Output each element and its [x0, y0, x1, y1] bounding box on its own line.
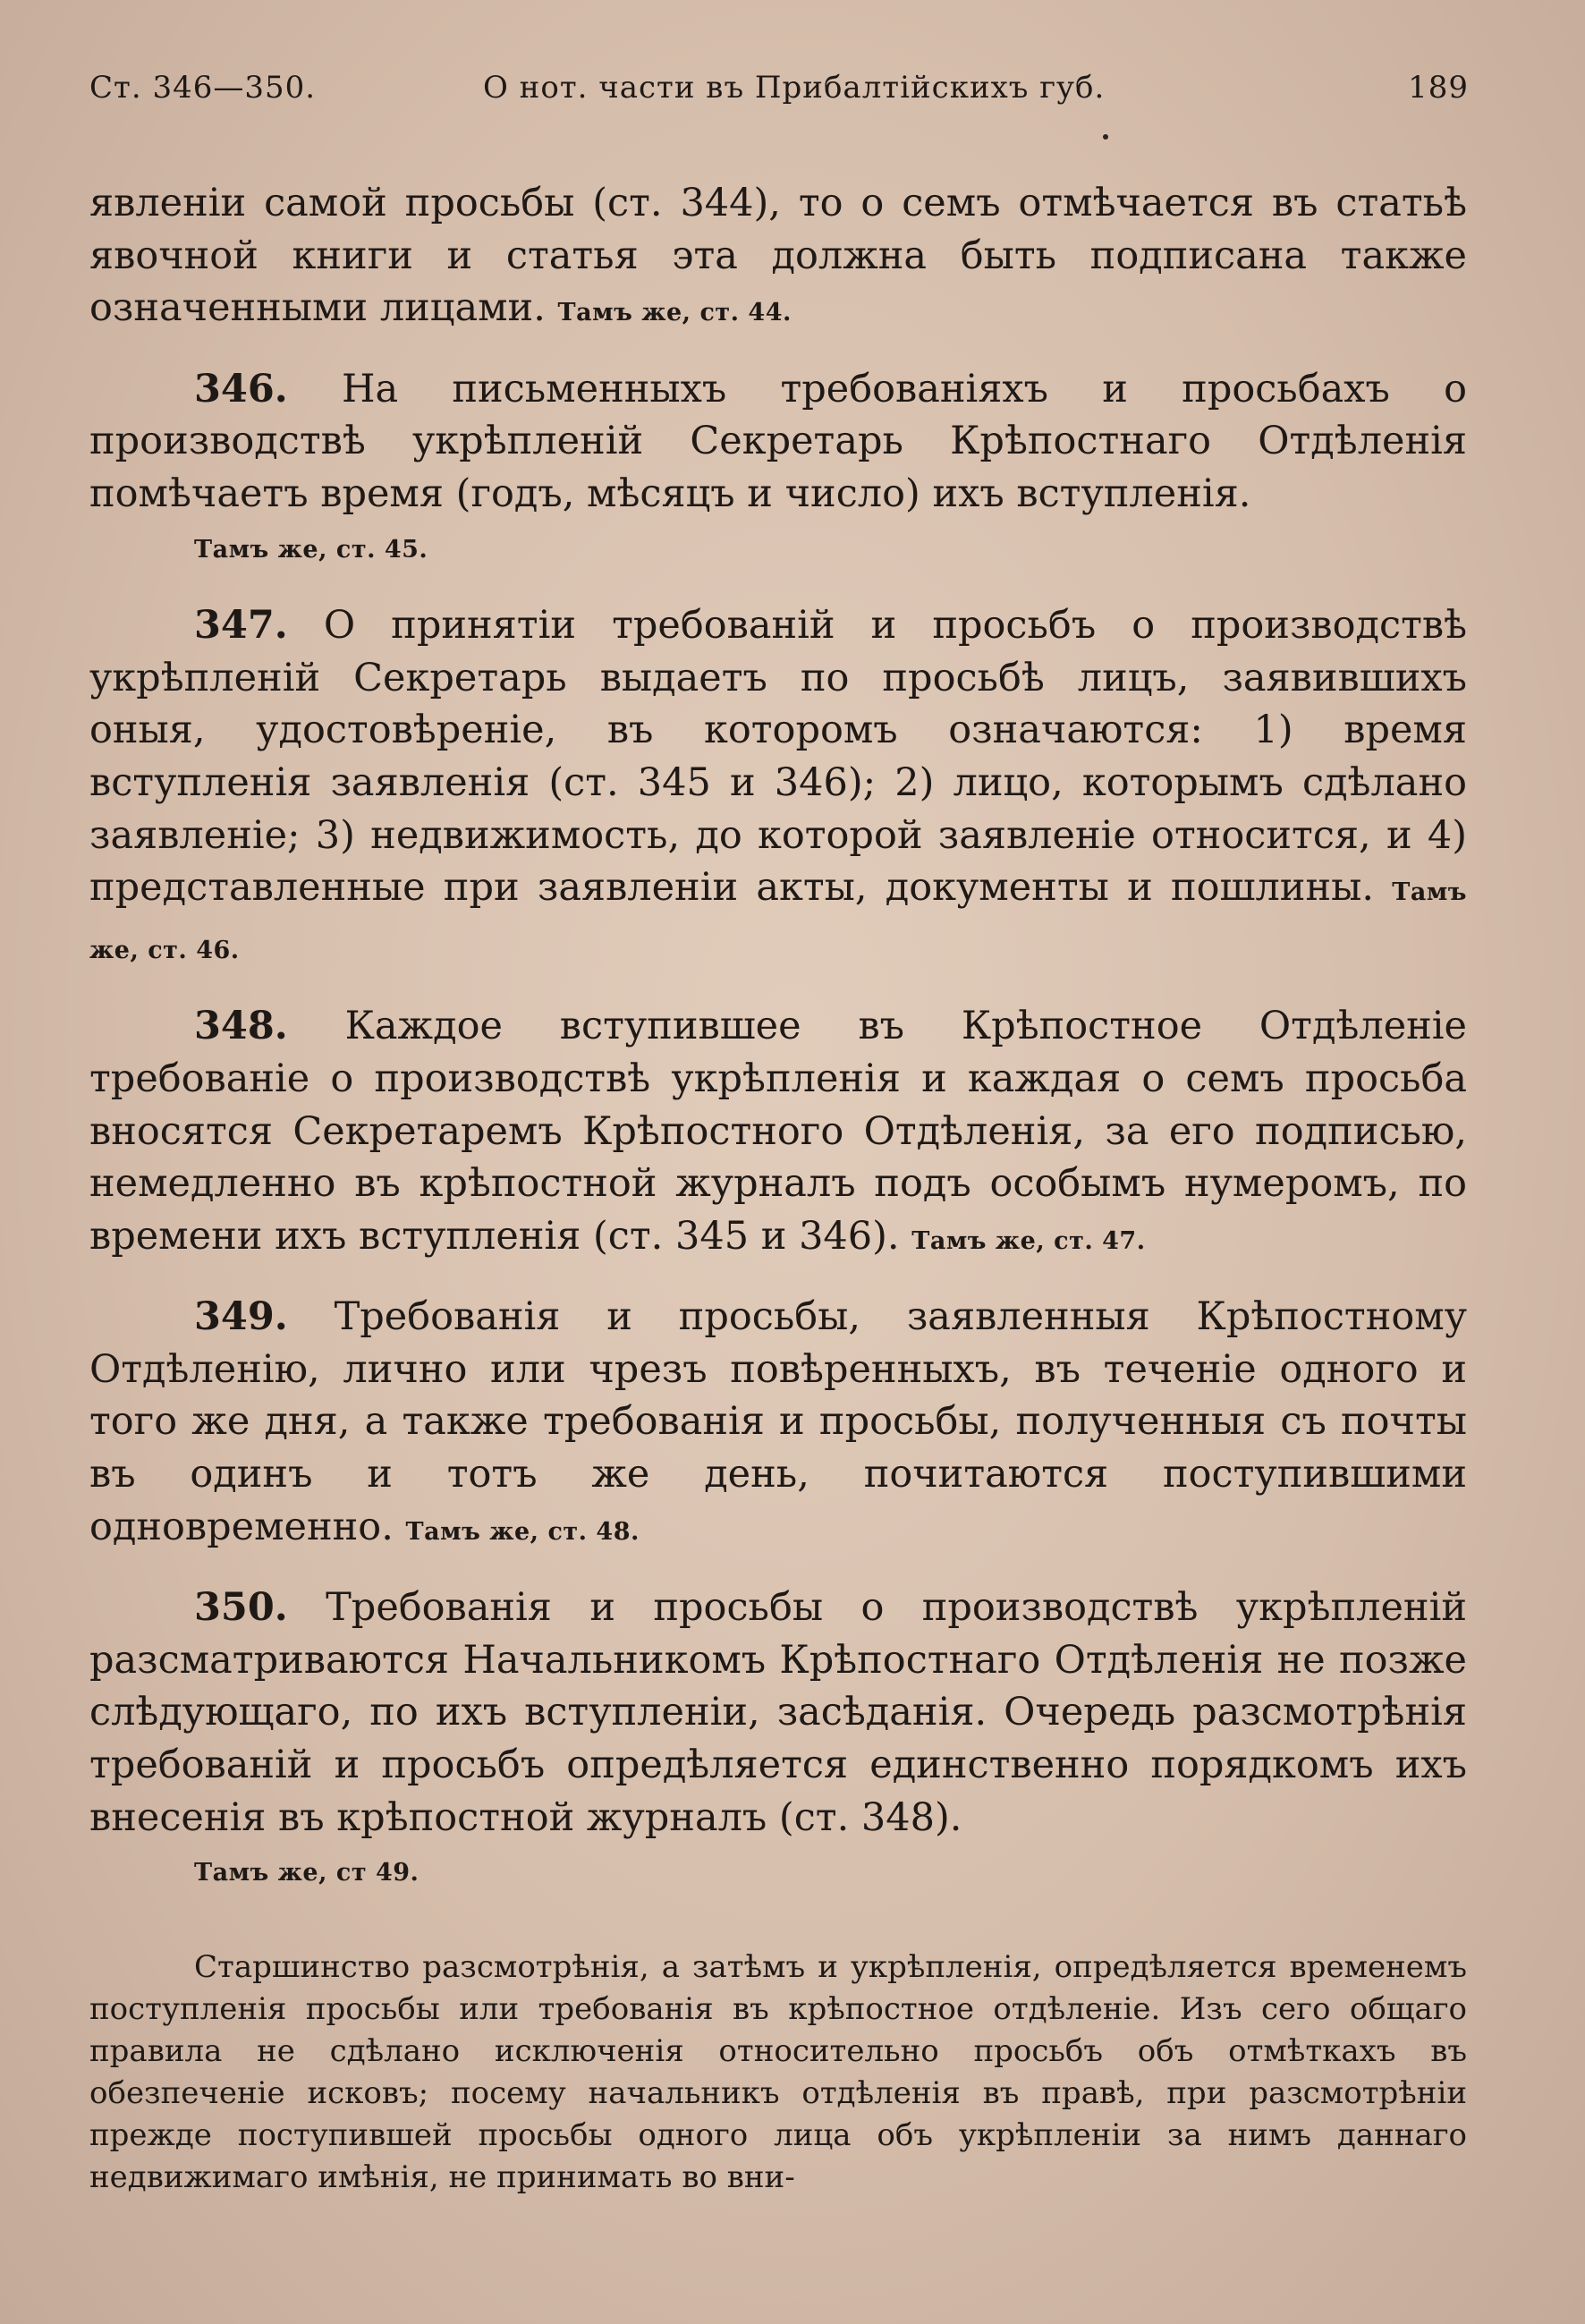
article-range: Ст. 346—350.: [89, 70, 317, 106]
article-number: 349.: [194, 1294, 288, 1340]
article-source: Тамъ же, ст. 45.: [194, 535, 428, 564]
article-number: 348.: [194, 1004, 288, 1049]
running-header: [89, 70, 1469, 123]
article-source: Тамъ же, ст 49.: [194, 1859, 420, 1887]
body-text: [89, 177, 1467, 2199]
article-source: Тамъ же, ст. 48.: [405, 1517, 640, 1546]
article-text: Требованія и просьбы, заявленныя Крѣпостному Отдѣленію, лично или чрезъ повѣренныхъ, въ теченіе одного и того же дня, а также требованія и просьбы, полученныя съ почты въ одинъ и тотъ же день, почитаются поступившими одновременно.: [89, 1294, 1467, 1549]
intro-text: явленіи самой просьбы (ст. 344), то о семъ отмѣчается въ статьѣ явочной книги и статья эта должна быть подписана также означенными лицами.: [89, 181, 1467, 331]
article-text: О принятіи требованій и просьбъ о производствѣ укрѣпленій Секретарь выдаетъ по просьбѣ лицъ, заявившихъ оныя, удостовѣреніе, въ которомъ означаются: 1) время вступленія заявленія (ст. 345 и 346); 2) лицо, которымъ сдѣлано заявленіе; 3) недвижимость, до которой заявленіе относится, и 4) представленные при заявленіи акты, документы и пошлины.: [89, 603, 1467, 911]
intro-source: Тамъ же, ст. 44.: [557, 299, 792, 327]
article-text: Каждое вступившее въ Крѣпостное Отдѣленіе требованіе о производствѣ укрѣпленія и каждая о семъ просьба вносятся Секретаремъ Крѣпостного Отдѣленія, за его подписью, немедленно въ крѣпостной журналъ подъ особымъ нумеромъ, по времени ихъ вступленія (ст. 345 и 346).: [89, 1004, 1467, 1259]
article-349: [89, 1291, 1467, 1558]
article-348: [89, 1000, 1467, 1268]
article-number: 346.: [194, 366, 288, 411]
commentary-note: Старшинство разсмотрѣнія, а затѣмъ и укрѣпленія, опредѣляется временемъ поступленія просьбы или требованія въ крѣпостное отдѣленіе. Изъ сего общаго правила не сдѣлано исключенія относительно просьбъ объ отмѣткахъ въ обезпеченіе исковъ; посему начальникъ отдѣленія въ правѣ, при разсмотрѣніи прежде поступившей просьбы одного лица объ укрѣпленіи за нимъ даннаго недвижимаго имѣнія, не принимать во вни-: [89, 1948, 1467, 2195]
ink-speck: [1103, 134, 1108, 140]
article-text: На письменныхъ требованіяхъ и просьбахъ о производствѣ укрѣпленій Секретарь Крѣпостнаго Отдѣленія помѣчаетъ время (годъ, мѣсяцъ и число) ихъ вступленія.: [89, 366, 1467, 516]
intro-paragraph: [89, 177, 1467, 340]
article-number: 350.: [194, 1585, 288, 1631]
article-number: 347.: [194, 603, 288, 649]
article-350: [89, 1582, 1467, 1900]
article-347: [89, 599, 1467, 977]
page-number: 189: [1408, 70, 1469, 106]
article-text: Требованія и просьбы о производствѣ укрѣпленій разсматриваются Начальникомъ Крѣпостнаго Отдѣленія не позже слѣдующаго, по ихъ вступленіи, засѣданія. Очередь разсмотрѣнія требованій и просьбъ опредѣляется единственно порядкомъ ихъ внесенія въ крѣпостной журналъ (ст. 348).: [89, 1585, 1467, 1840]
article-346: [89, 363, 1467, 576]
chapter-title: О нот. части въ Прибалтійскихъ губ.: [483, 70, 1106, 106]
article-source: Тамъ же, ст. 47.: [911, 1226, 1146, 1255]
article-source: Тамъ же, ст. 46.: [89, 878, 1468, 964]
